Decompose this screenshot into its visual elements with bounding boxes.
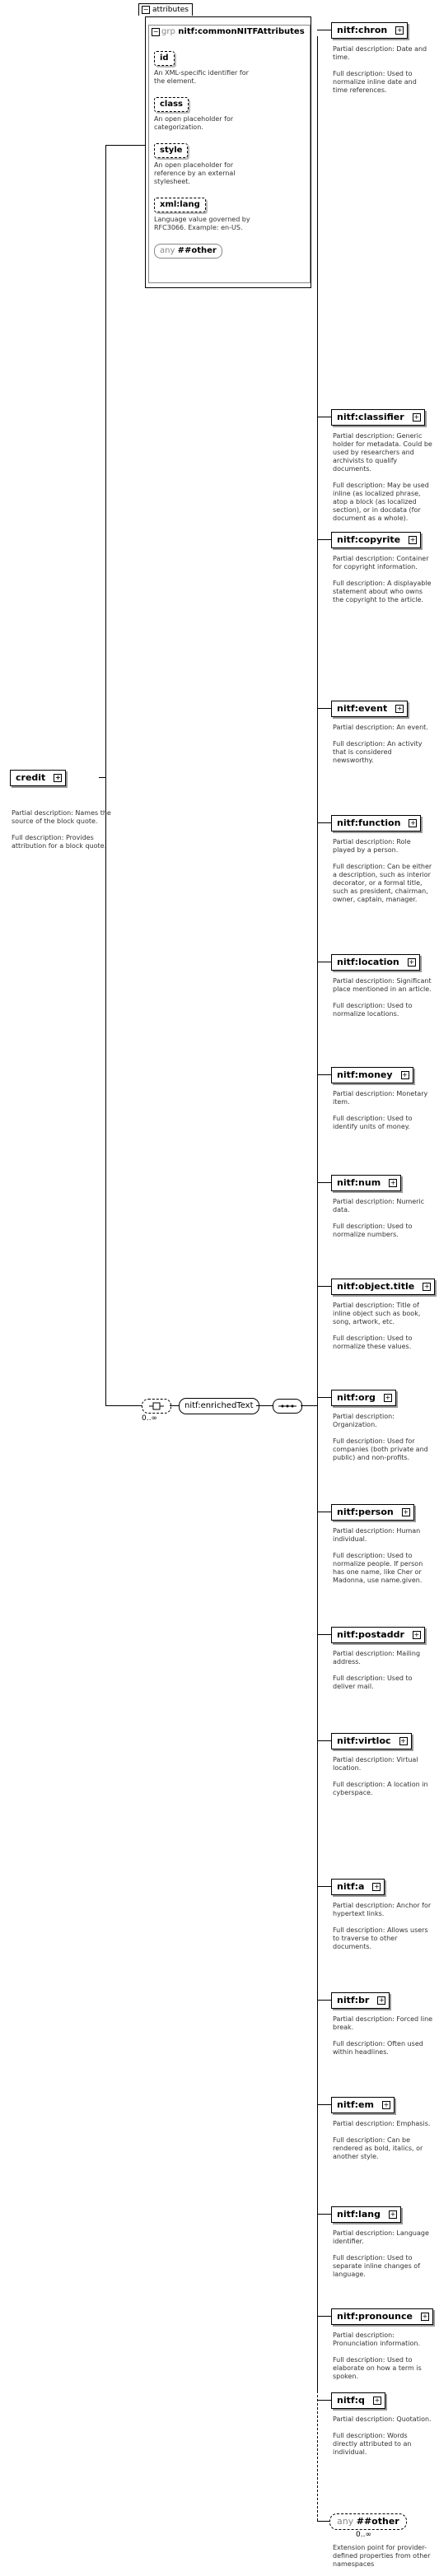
partial-description: Partial description: Quotation. [333,2415,432,2423]
full-description: Full description: May be used inline (as localized phrase, atop a block (as localized section), or in docdata (for document as a whole). [333,482,429,522]
element-description [333,1302,433,1359]
attr-xml-lang-desc: Language value governed by RFC3066. Example: en-US. [154,216,250,231]
credit-label: credit [16,772,46,783]
element-label: nitf:person [337,1507,394,1517]
connector [317,2104,331,2105]
full-description: Full description: A location in cyberspace. [333,1781,428,1796]
partial-description: Partial description: Pronunciation information. [333,2331,421,2347]
element-label: nitf:location [337,957,399,967]
connector [317,2000,331,2001]
choice-multiplicity: 0..∞ [142,1414,157,1423]
connector [256,1405,273,1406]
any-element-name: ##other [356,2516,399,2527]
full-description: Full description: Used to identify units of money. [333,1115,413,1130]
partial-description: Partial description: An event. [333,724,428,731]
connector [317,1074,331,1075]
element-node[interactable] [331,954,420,971]
expand-icon[interactable]: + [403,1508,409,1516]
element-description [333,2015,433,2065]
element-label: nitf:lang [337,2209,381,2220]
group-prefix: grp [161,27,175,36]
expand-icon[interactable]: + [402,1071,408,1078]
attr-style-desc: An open placeholder for reference by an external stylesheet. [154,161,236,185]
element-node[interactable] [331,1067,413,1083]
connector [105,145,145,146]
full-description: Full description: Used to separate inline changes of language. [333,2254,420,2278]
connector [105,1405,142,1406]
any-attribute-prefix: any [160,246,175,255]
element-node[interactable] [331,1879,385,1895]
element-description [333,1902,433,1959]
connector [317,1634,331,1635]
expand-icon[interactable]: + [413,1631,420,1638]
element-description [333,1650,433,1699]
full-description: Full description: Can be rendered as bold, italics, or another style. [333,2136,423,2160]
connector [317,2521,329,2522]
connector [317,1886,331,1887]
element-description [333,45,433,103]
element-description [333,977,433,1027]
element-label: nitf:em [337,2099,374,2110]
element-label: nitf:num [337,1177,381,1188]
element-label: nitf:function [337,818,401,828]
collapse-icon[interactable]: − [142,6,149,13]
expand-icon[interactable]: + [422,2313,428,2320]
full-description: Full description: Can be either a description, such as interior decorator, or a formal title, such as president, chairman, owner, captain, manager. [333,863,432,903]
element-node[interactable] [331,1992,390,2009]
element-node[interactable] [331,1175,401,1191]
attr-id[interactable]: id [154,51,175,66]
expand-icon[interactable]: + [378,1996,385,2004]
element-node[interactable] [331,1390,396,1406]
element-description [333,555,433,613]
credit-partial-desc: Partial description: Names the source of the block quote. [12,809,111,825]
connector [317,822,331,823]
enriched-text-group[interactable]: nitf:enrichedText [179,1398,259,1414]
attr-class[interactable]: class [154,97,189,112]
full-description: Full description: Allows users to traverse to other documents. [333,1926,428,1950]
element-description [333,724,433,773]
connector [99,777,105,778]
any-element[interactable] [329,2513,407,2530]
partial-description: Partial description: Mailing address. [333,1650,421,1665]
sequence-icon [273,1400,301,1413]
expand-icon[interactable]: + [400,1737,406,1745]
choice-compositor[interactable] [142,1399,171,1414]
partial-description: Partial description: Significant place mentioned in an article. [333,977,432,993]
element-node[interactable] [331,1733,412,1749]
credit-element[interactable] [10,770,66,786]
element-node[interactable] [331,1504,414,1521]
full-description: Full description: Words directly attributed to an individual. [333,2432,412,2456]
full-description: Full description: An activity that is considered newsworthy. [333,740,423,764]
full-description: Full description: A displayable statement about who owns the copyright to the article. [333,580,432,603]
partial-description: Partial description: Emphasis. [333,2120,431,2127]
expand-icon[interactable]: + [423,1283,430,1290]
element-description [333,432,433,531]
attr-xml-lang[interactable]: xml:lang [154,198,206,212]
partial-description: Partial description: Organization. [333,1413,395,1428]
partial-description: Partial description: Human individual. [333,1527,421,1543]
element-node[interactable] [331,2206,401,2223]
full-description: Full description: Used for companies (both private and public) and non-profits. [333,1437,428,1461]
any-attribute[interactable] [154,244,222,259]
element-label: nitf:postaddr [337,1629,404,1640]
expand-icon[interactable]: + [390,1179,396,1186]
partial-description: Partial description: Generic holder for metadata. Could be used by researchers and archivists to qualify documents. [333,432,432,473]
element-label: nitf:a [337,1881,365,1892]
sequence-compositor[interactable] [273,1399,302,1414]
expand-icon[interactable]: + [374,1883,380,1890]
element-description [333,1413,433,1470]
element-node[interactable] [331,701,408,717]
expand-icon[interactable]: + [54,774,61,781]
partial-description: Partial description: Role played by a person. [333,838,411,854]
attr-style[interactable]: style [154,143,188,158]
element-node[interactable] [331,22,408,39]
partial-description: Partial description: Virtual location. [333,1756,418,1772]
expand-icon[interactable]: + [409,958,415,966]
element-description [333,2415,433,2465]
full-description: Full description: Used to normalize people. If person has one name, like Cher or Madonna, use name.given. [333,1552,423,1584]
element-node[interactable] [331,1627,425,1643]
attributes-tab[interactable] [138,3,193,16]
full-description: Full description: Used to deliver mail. [333,1675,413,1690]
element-node[interactable] [331,2308,433,2325]
element-label: nitf:chron [337,25,388,35]
element-description [333,1756,433,1805]
expand-icon[interactable]: + [409,536,416,543]
connector [317,2316,331,2317]
element-description [333,838,433,912]
connector [317,708,331,709]
element-node[interactable] [331,2392,385,2409]
attribute-group-label [161,27,305,36]
attr-class-desc: An open placeholder for categorization. [154,115,234,131]
any-attribute-name: ##other [177,246,217,255]
expand-icon[interactable]: + [410,819,416,827]
connector [301,1405,317,1406]
partial-description: Partial description: Language identifier. [333,2229,429,2245]
any-element-description: Extension point for provider-defined properties from other namespaces [333,2544,431,2568]
element-node[interactable] [331,409,425,426]
partial-description: Partial description: Monetary item. [333,1090,428,1106]
any-element-multiplicity: 0..∞ [356,2531,371,2539]
partial-description: Partial description: Date and time. [333,45,427,61]
element-description [333,2331,433,2389]
trunk-line [317,36,318,2391]
connector [170,1405,179,1406]
expand-icon[interactable]: + [396,705,403,712]
full-description: Full description: Used to normalize numbers. [333,1223,413,1238]
credit-description [12,809,117,850]
element-label: nitf:virtloc [337,1735,391,1746]
expand-icon[interactable]: + [396,26,403,34]
element-node[interactable] [331,815,421,831]
choice-icon [142,1400,170,1413]
attr-id-desc: An XML-specific identifier for the element. [154,69,249,85]
attributes-tab-label: attributes [152,6,189,14]
element-description [333,2120,433,2169]
group-collapse-icon[interactable]: − [152,28,159,35]
group-name: nitf:commonNITFAttributes [178,27,305,36]
element-label: nitf:object.title [337,1281,415,1292]
element-label: nitf:money [337,1069,393,1080]
any-element-prefix: any [337,2516,354,2527]
credit-full-desc: Full description: Provides attribution for a block quote. [12,834,107,850]
element-label: nitf:org [337,1392,376,1403]
partial-description: Partial description: Container for copyright information. [333,555,429,571]
full-description: Full description: Used to normalize inline date and time references. [333,70,417,94]
element-description [333,2229,433,2287]
connector [317,1286,331,1287]
element-description [333,1090,433,1139]
connector [317,2214,331,2215]
full-description: Full description: Used to normalize locations. [333,1002,413,1018]
element-label: nitf:event [337,703,388,714]
element-label: nitf:pronounce [337,2311,413,2322]
trunk-line-dashed [317,2391,318,2521]
connector [317,1740,331,1741]
connector [317,2400,331,2401]
expand-icon[interactable]: + [383,2101,390,2108]
connector [317,1397,331,1398]
element-label: nitf:br [337,1995,370,2005]
element-node[interactable] [331,1279,435,1295]
partial-description: Partial description: Title of inline object such as book, song, artwork, etc. [333,1302,421,1325]
connector [317,539,331,540]
full-description: Full description: Often used within headlines. [333,2040,423,2056]
full-description: Full description: Used to normalize these values. [333,1335,413,1350]
expand-icon[interactable]: + [413,413,420,421]
element-label: nitf:q [337,2395,365,2406]
partial-description: Partial description: Forced line break. [333,2015,433,2031]
element-description [333,1527,433,1593]
expand-icon[interactable]: + [390,2210,396,2218]
element-description [333,1198,433,1247]
full-description: Full description: Used to elaborate on how a term is spoken. [333,2356,422,2380]
connector [105,145,106,1406]
partial-description: Partial description: Anchor for hypertext links. [333,1902,432,1917]
partial-description: Partial description: Numeric data. [333,1198,425,1213]
connector [317,1182,331,1183]
element-label: nitf:classifier [337,412,404,422]
expand-icon[interactable]: + [385,1394,391,1401]
element-node[interactable] [331,532,421,548]
element-label: nitf:copyrite [337,534,401,545]
element-node[interactable] [331,2097,395,2113]
expand-icon[interactable]: + [374,2397,381,2404]
